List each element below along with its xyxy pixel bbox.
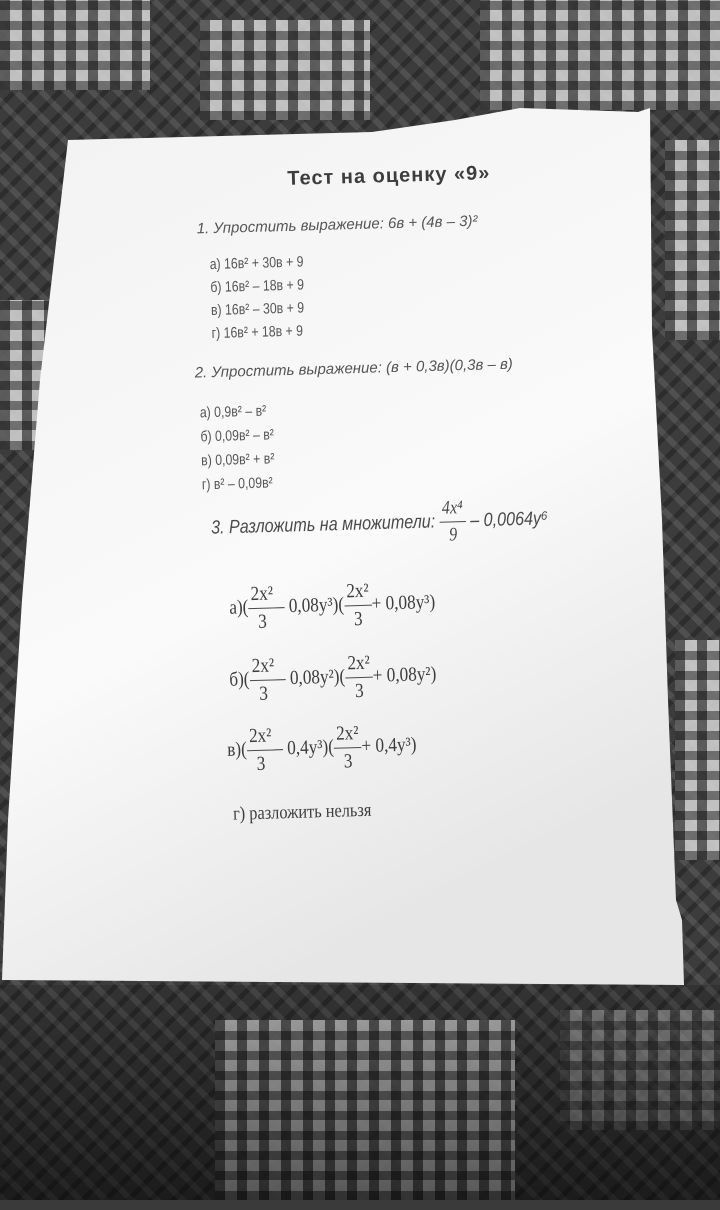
q3-a-tail: + 0,08y³) — [371, 591, 436, 615]
q3-fraction-numerator: 4x⁴ — [439, 497, 466, 523]
q3-option-d: г) разложить нельзя — [232, 799, 372, 825]
q3-c-den1: 3 — [256, 752, 266, 775]
q3-a-mid: – 0,08y³)( — [275, 593, 345, 618]
q3-b-prefix: б)( — [228, 668, 250, 691]
q3-b-num1: 2x² — [249, 654, 277, 681]
q2-option-d: г) в² – 0,09в² — [201, 474, 273, 494]
q3-c-num2: 2x² — [333, 722, 361, 749]
q3-expression-tail: – 0,0064y⁶ — [469, 508, 549, 532]
q3-a-fraction-1 — [248, 582, 277, 634]
q3-label: 3. Разложить на множители: — [210, 511, 436, 539]
q3-a-fraction-2 — [343, 580, 372, 632]
q3-c-mid: – 0,4y³)( — [274, 735, 335, 760]
q2-option-a: а) 0,9в² – в² — [199, 402, 267, 422]
q3-b-fraction-1 — [249, 654, 278, 706]
test-title: Тест на оценку «9» — [287, 162, 491, 190]
q3-b-mid: – 0,08y²)( — [276, 665, 346, 690]
q3-option-c — [227, 721, 418, 777]
q3-fraction-denominator: 9 — [448, 524, 458, 546]
q3-c-fraction-1 — [246, 724, 275, 776]
q3-a-den2: 3 — [353, 607, 363, 631]
q3-c-fraction-2 — [333, 722, 362, 774]
q3-option-a — [229, 578, 436, 635]
q3-a-prefix: а)( — [228, 596, 249, 619]
q3-c-num1: 2x² — [246, 724, 274, 751]
q2-option-b: б) 0,09в² – в² — [200, 426, 275, 446]
q3-c-den2: 3 — [343, 750, 353, 773]
question-2: 2. Упростить выражение: (в + 0,3в)(0,3в – в) — [194, 355, 514, 382]
q3-b-tail: + 0,08y²) — [372, 663, 437, 687]
q3-b-num2: 2x² — [345, 652, 373, 679]
question-1: 1. Упростить выражение: 6в + (4в – 3)² — [196, 212, 478, 238]
q3-c-prefix: в)( — [226, 738, 248, 761]
q1-option-b: б) 16в² – 18в + 9 — [210, 276, 305, 297]
q3-fraction — [439, 497, 466, 547]
q1-option-a: а) 16в² + 30в + 9 — [209, 253, 304, 274]
q3-a-den1: 3 — [257, 610, 268, 633]
q3-option-b — [229, 650, 437, 707]
q2-option-c: в) 0,09в² + в² — [200, 450, 275, 470]
q3-a-num2: 2x² — [343, 580, 371, 607]
q3-b-den1: 3 — [259, 682, 269, 705]
q3-a-num1: 2x² — [248, 582, 276, 609]
q3-b-den2: 3 — [354, 679, 364, 703]
q3-c-tail: + 0,4y³) — [361, 733, 417, 758]
question-3 — [210, 495, 548, 553]
q1-option-c: в) 16в² – 30в + 9 — [210, 299, 305, 320]
q1-option-d: г) 16в² + 18в + 9 — [211, 322, 304, 343]
q3-b-fraction-2 — [345, 652, 374, 704]
